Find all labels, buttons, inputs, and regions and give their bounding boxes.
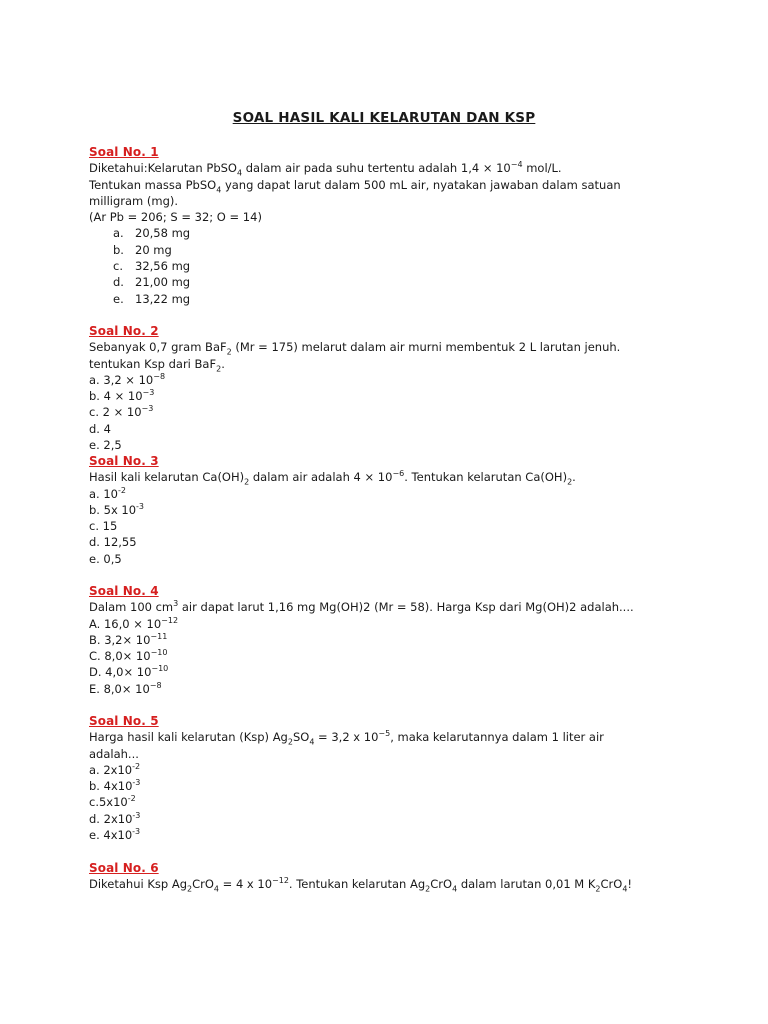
- option-label: e.: [89, 551, 100, 566]
- question-2: [89, 323, 689, 453]
- answer-option: [89, 421, 689, 437]
- answer-option: [89, 291, 689, 307]
- question-text-line: Hasil kali kelarutan $Ca(OH)_2$ dalam air adalah $4 \times 10^{-6}$. Tentukan kelarutan $Ca(OH)_2$.: [89, 469, 576, 487]
- answer-option: [89, 502, 689, 518]
- option-text: 32,56 mg: [135, 259, 191, 274]
- option-text: $5x10^{-2}$: [98, 794, 136, 810]
- option-label: b.: [89, 389, 100, 404]
- option-label: a.: [89, 762, 100, 777]
- option-text: $8,0\times 10^{-8}$: [99, 680, 162, 696]
- option-text: 5x $10^{-3}$: [99, 502, 145, 517]
- question-body: [89, 876, 689, 892]
- question-text-line: Harga hasil kali kelarutan (Ksp) $Ag_2SO_4 = 3,2$ x $10^{-5}$, maka kelarutannya dalam 1 liter air: [89, 729, 604, 747]
- option-label: A.: [89, 616, 101, 631]
- option-label: d.: [113, 275, 124, 290]
- answer-option: [89, 372, 689, 388]
- option-label: E.: [89, 681, 100, 696]
- question-heading: Soal No. 6: [89, 861, 159, 875]
- option-label: C.: [89, 649, 101, 664]
- question-text-line: Diketahui Ksp $Ag_2CrO_4 = 4$ x $10^{-12}$. Tentukan kelarutan $Ag_2CrO_4$ dalam larutan 0,01 M $K_2CrO_4$!: [89, 876, 633, 894]
- option-text: 20,58 mg: [135, 226, 191, 241]
- option-label: a.: [89, 372, 100, 387]
- option-text: 21,00 mg: [135, 275, 191, 290]
- answer-option: [89, 616, 689, 632]
- question-3: [89, 453, 689, 567]
- question-heading: Soal No. 1: [89, 145, 159, 159]
- question-1: [89, 144, 689, 307]
- option-text: $8,0\times 10^{-10}$: [100, 648, 168, 664]
- option-label: b.: [89, 502, 100, 517]
- question-5: [89, 713, 689, 843]
- option-label: d.: [89, 811, 100, 826]
- answer-option: [89, 811, 689, 827]
- option-label: d.: [89, 421, 100, 436]
- question-body: [89, 160, 689, 307]
- answer-option: [89, 404, 689, 420]
- option-text: 15: [98, 519, 118, 534]
- question-body: [89, 729, 689, 843]
- question-heading: Soal No. 3: [89, 454, 159, 468]
- answer-option: [89, 827, 689, 843]
- answer-option: [89, 258, 689, 274]
- option-label: e.: [89, 828, 100, 843]
- option-text: 12,55: [99, 535, 137, 550]
- answer-option: [89, 518, 689, 534]
- question-body: [89, 339, 689, 453]
- option-text: 13,22 mg: [135, 291, 191, 306]
- option-text: $4,0\times 10^{-10}$: [101, 664, 169, 680]
- question-text-line: milligram (mg).: [89, 193, 179, 208]
- answer-option: [89, 242, 689, 258]
- option-label: c.: [89, 519, 99, 534]
- question-text-line: Diketahui:Kelarutan PbSO$_4$ dalam air pada suhu tertentu adalah $1,4 \times 10^{-4}$ mol/L.: [89, 160, 562, 178]
- question-text-line: (Ar Pb = 206; S = 32; O = 14): [89, 210, 262, 225]
- option-label: c.: [89, 405, 99, 420]
- option-label: b.: [89, 779, 100, 794]
- question-heading: Soal No. 4: [89, 584, 159, 598]
- question-text-line: tentukan Ksp dari BaF$_2$.: [89, 356, 225, 373]
- question-heading: Soal No. 5: [89, 714, 159, 728]
- option-text: $3,2\times 10^{-11}$: [100, 632, 168, 647]
- option-label: b.: [113, 242, 124, 257]
- question-text-line: Tentukan massa PbSO$_4$ yang dapat larut dalam 500 mL air, nyatakan jawaban dalam satuan: [89, 177, 621, 194]
- option-text: $3,2 \times 10^{-8}$: [99, 372, 166, 387]
- answer-option: [89, 648, 689, 664]
- question-6: [89, 860, 689, 893]
- option-text: $2x10^{-3}$: [99, 810, 141, 826]
- option-text: 4: [99, 421, 111, 436]
- answer-option: [89, 486, 689, 502]
- option-text: 0,5: [99, 551, 122, 566]
- option-label: D.: [89, 665, 102, 680]
- answer-option: [89, 274, 689, 290]
- option-label: c.: [113, 259, 123, 274]
- answer-option: [89, 681, 689, 697]
- option-text: 20 mg: [135, 242, 172, 257]
- option-text: $4 \times 10^{-3}$: [99, 388, 155, 404]
- answer-option: [89, 794, 689, 810]
- question-body: [89, 469, 689, 567]
- page-title: SOAL HASIL KALI KELARUTAN DAN KSP: [232, 110, 536, 126]
- question-body: [89, 599, 689, 697]
- answer-option: [89, 632, 689, 648]
- option-text: $4x10^{-3}$: [99, 778, 141, 794]
- option-label: e.: [113, 291, 124, 306]
- option-label: B.: [89, 632, 101, 647]
- option-label: e.: [89, 438, 100, 453]
- option-label: c.: [89, 795, 99, 810]
- option-text: $4x10^{-3}$: [99, 827, 141, 843]
- question-text-line: adalah...: [89, 746, 139, 761]
- question-text-line: Sebanyak 0,7 gram BaF$_2$ (Mr = 175) melarut dalam air murni membentuk 2 L larutan jenuh.: [89, 340, 621, 357]
- question-heading: Soal No. 2: [89, 324, 159, 338]
- question-4: [89, 583, 689, 697]
- option-text: $2x10^{-2}$: [99, 762, 141, 777]
- answer-option: [89, 388, 689, 404]
- answer-option: [89, 225, 689, 241]
- answer-option: [89, 534, 689, 550]
- option-text: $10^{-2}$: [99, 485, 126, 501]
- answer-option: [89, 664, 689, 680]
- option-text: $2 \times 10^{-3}$: [98, 404, 154, 420]
- option-label: a.: [89, 486, 100, 501]
- option-text: $16,0 \times 10^{-12}$: [100, 615, 179, 631]
- answer-option: [89, 551, 689, 567]
- answer-option: [89, 762, 689, 778]
- answer-option: [89, 778, 689, 794]
- question-text-line: Dalam 100 $cm^3$ air dapat larut 1,16 mg Mg(OH)2 (Mr = 58). Harga Ksp dari Mg(OH)2 adalah....: [89, 599, 634, 615]
- option-text: 2,5: [99, 438, 122, 453]
- option-label: a.: [113, 226, 124, 241]
- answer-option: [89, 437, 689, 453]
- option-label: d.: [89, 535, 100, 550]
